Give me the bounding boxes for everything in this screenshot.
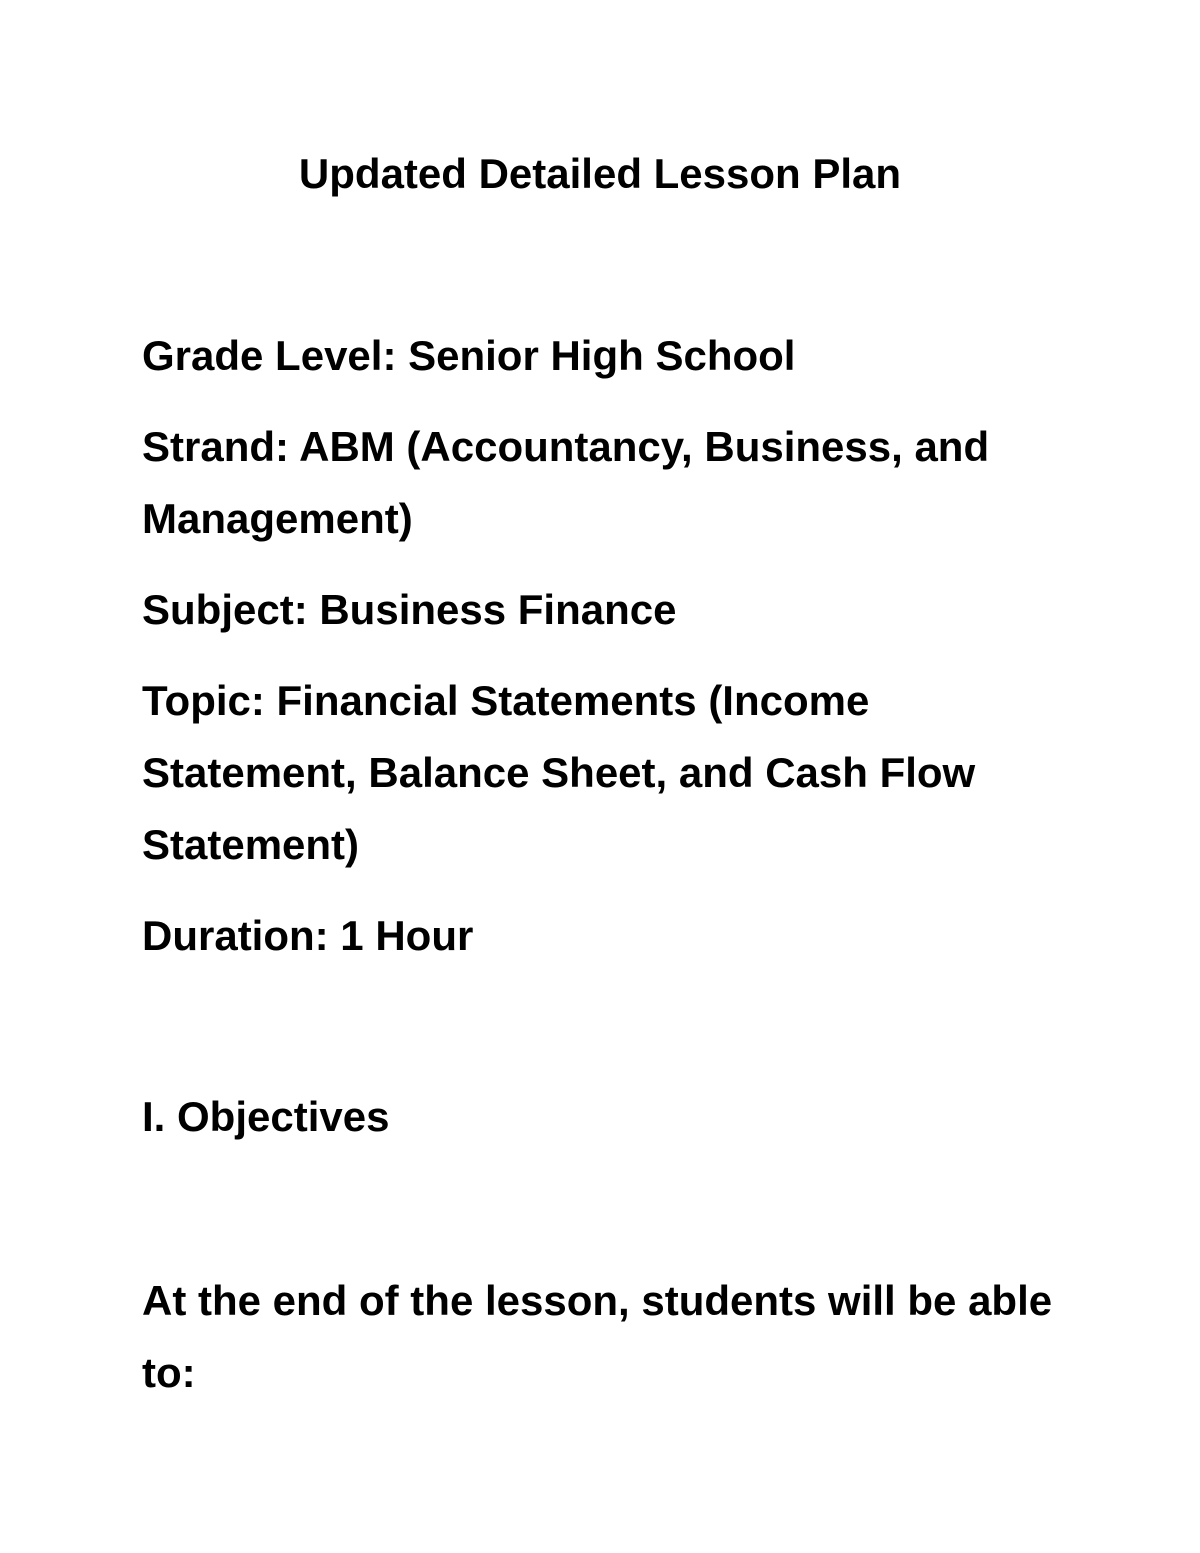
objectives-heading: I. Objectives — [142, 1093, 390, 1140]
document-title: Updated Detailed Lesson Plan — [298, 150, 902, 197]
grade-level-line: Grade Level: Senior High School — [142, 332, 796, 379]
subject-line: Subject: Business Finance — [142, 586, 677, 633]
duration-line: Duration: 1 Hour — [142, 912, 474, 959]
strand-line: Strand: ABM (Accountancy, Business, and Management) — [142, 423, 990, 542]
topic-line: Topic: Financial Statements (Income Statement, Balance Sheet, and Cash Flow Statement) — [142, 677, 976, 868]
objectives-intro: At the end of the lesson, students will be able to: — [142, 1277, 1053, 1396]
